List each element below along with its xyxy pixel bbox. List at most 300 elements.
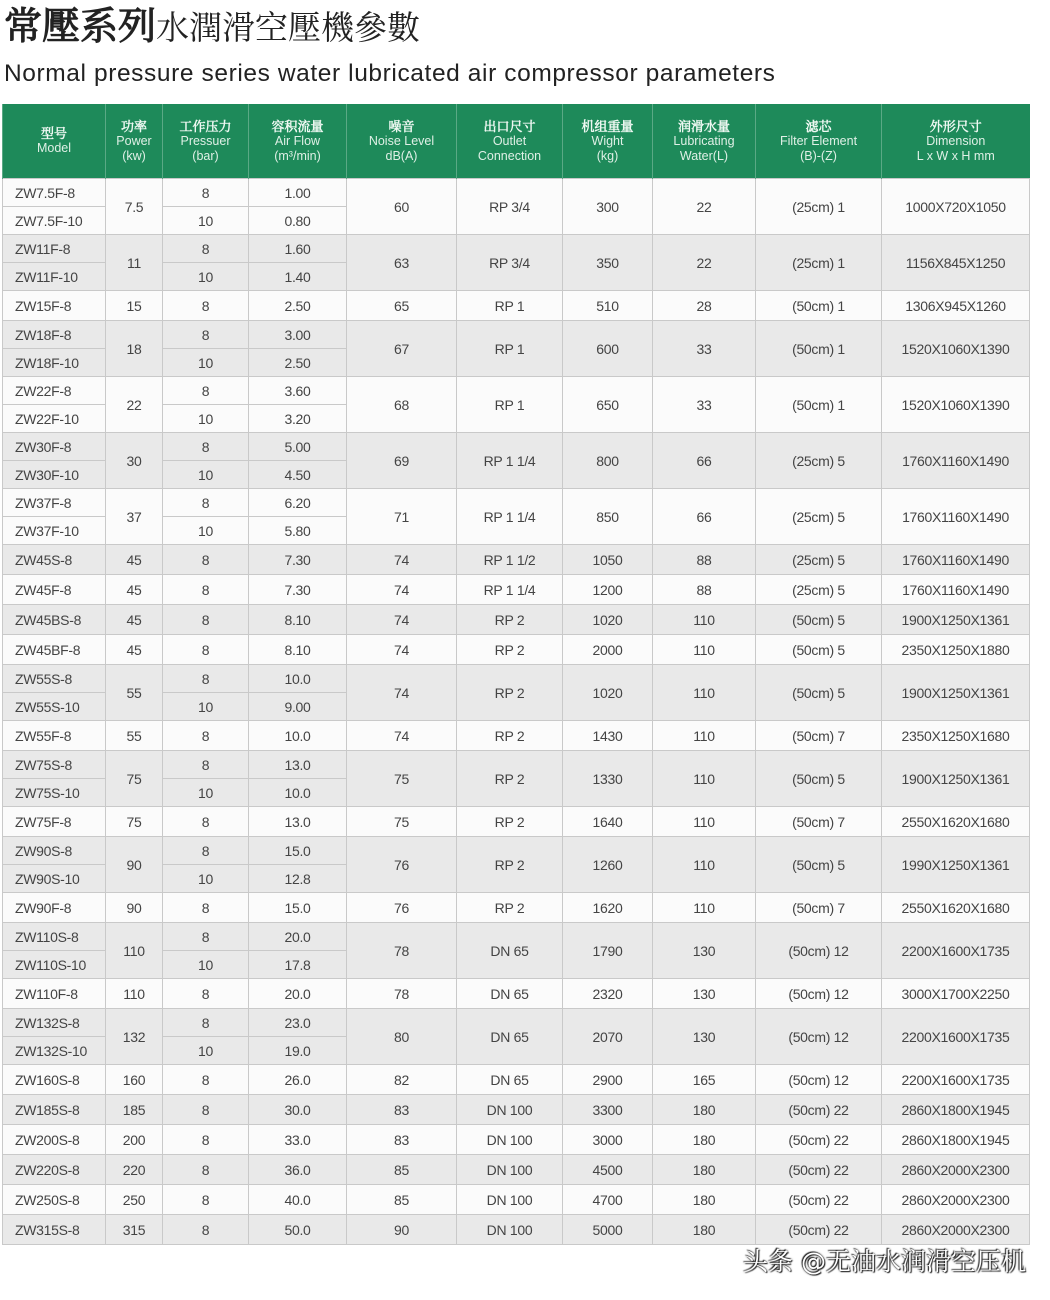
- column-header-en: Model: [36, 141, 72, 155]
- model-cell: ZW110S-8: [3, 923, 106, 951]
- model-cell: ZW22F-10: [3, 405, 106, 433]
- column-header-en: Connection: [477, 148, 542, 163]
- pressure-cell: 10: [163, 405, 249, 433]
- outlet-cell: RP 1 1/4: [457, 433, 563, 489]
- noise-cell: 76: [347, 837, 457, 893]
- airflow-cell: 8.10: [249, 635, 347, 665]
- dimension-cell: 1520X1060X1390: [882, 321, 1030, 377]
- power-cell: 7.5: [106, 179, 163, 235]
- model-cell: ZW30F-10: [3, 461, 106, 489]
- noise-cell: 71: [347, 489, 457, 545]
- weight-cell: 300: [563, 179, 653, 235]
- weight-cell: 1790: [563, 923, 653, 979]
- filter-cell: (25cm) 5: [756, 489, 882, 545]
- watermark: 头条 @无油水润滑空压机: [743, 1247, 1026, 1276]
- power-cell: 200: [106, 1125, 163, 1155]
- noise-cell: 74: [347, 605, 457, 635]
- outlet-cell: RP 3/4: [457, 235, 563, 291]
- table-row: [3, 721, 1030, 751]
- noise-cell: 74: [347, 665, 457, 721]
- model-cell: ZW7.5F-8: [3, 179, 106, 207]
- noise-cell: 74: [347, 545, 457, 575]
- pressure-cell: 8: [163, 721, 249, 751]
- model-cell: ZW132S-8: [3, 1009, 106, 1037]
- airflow-cell: 5.00: [249, 433, 347, 461]
- filter-cell: (25cm) 5: [756, 433, 882, 489]
- pressure-cell: 8: [163, 1155, 249, 1185]
- pressure-cell: 8: [163, 665, 249, 693]
- page-subtitle: Normal pressure series water lubricated air compressor parameters: [4, 60, 776, 87]
- dimension-cell: 1760X1160X1490: [882, 575, 1030, 605]
- power-cell: 110: [106, 923, 163, 979]
- water-cell: 180: [653, 1215, 756, 1245]
- column-header-en: Water(L): [679, 148, 729, 163]
- column-header: [756, 104, 882, 179]
- noise-cell: 76: [347, 893, 457, 923]
- power-cell: 75: [106, 807, 163, 837]
- model-cell: ZW110F-8: [3, 979, 106, 1009]
- noise-cell: 83: [347, 1095, 457, 1125]
- airflow-cell: 8.10: [249, 605, 347, 635]
- pressure-cell: 8: [163, 1065, 249, 1095]
- filter-cell: (50cm) 22: [756, 1185, 882, 1215]
- title-light: 水潤滑空壓機參數: [156, 8, 421, 47]
- table-row: [3, 235, 1030, 263]
- outlet-cell: DN 100: [457, 1155, 563, 1185]
- pressure-cell: 10: [163, 951, 249, 979]
- column-header-cn: 机组重量: [581, 118, 634, 134]
- column-header-en: L x W x H mm: [916, 148, 995, 163]
- table-row: [3, 1065, 1030, 1095]
- dimension-cell: 2550X1620X1680: [882, 893, 1030, 923]
- water-cell: 110: [653, 635, 756, 665]
- model-cell: ZW90S-10: [3, 865, 106, 893]
- airflow-cell: 20.0: [249, 979, 347, 1009]
- table-row: [3, 1155, 1030, 1185]
- column-header-en: Filter Element: [779, 133, 858, 148]
- airflow-cell: 10.0: [249, 665, 347, 693]
- airflow-cell: 33.0: [249, 1125, 347, 1155]
- model-cell: ZW22F-8: [3, 377, 106, 405]
- outlet-cell: DN 65: [457, 923, 563, 979]
- table-row: [3, 433, 1030, 461]
- weight-cell: 1330: [563, 751, 653, 807]
- power-cell: 220: [106, 1155, 163, 1185]
- filter-cell: (50cm) 5: [756, 665, 882, 721]
- table-row: [3, 635, 1030, 665]
- power-cell: 45: [106, 545, 163, 575]
- filter-cell: (50cm) 7: [756, 893, 882, 923]
- filter-cell: (25cm) 1: [756, 179, 882, 235]
- power-cell: 55: [106, 665, 163, 721]
- outlet-cell: RP 2: [457, 893, 563, 923]
- pressure-cell: 10: [163, 207, 249, 235]
- filter-cell: (50cm) 1: [756, 321, 882, 377]
- model-cell: ZW220S-8: [3, 1155, 106, 1185]
- pressure-cell: 8: [163, 893, 249, 923]
- outlet-cell: DN 65: [457, 1009, 563, 1065]
- column-header-en: (m³/min): [274, 148, 321, 163]
- airflow-cell: 4.50: [249, 461, 347, 489]
- outlet-cell: RP 3/4: [457, 179, 563, 235]
- pressure-cell: 8: [163, 635, 249, 665]
- weight-cell: 1430: [563, 721, 653, 751]
- airflow-cell: 10.0: [249, 779, 347, 807]
- water-cell: 130: [653, 979, 756, 1009]
- dimension-cell: 2200X1600X1735: [882, 1065, 1030, 1095]
- noise-cell: 80: [347, 1009, 457, 1065]
- column-header: [347, 104, 457, 179]
- outlet-cell: RP 2: [457, 665, 563, 721]
- noise-cell: 85: [347, 1155, 457, 1185]
- water-cell: 180: [653, 1125, 756, 1155]
- column-header-cn: 噪音: [388, 118, 415, 134]
- noise-cell: 67: [347, 321, 457, 377]
- dimension-cell: 2860X1800X1945: [882, 1125, 1030, 1155]
- model-cell: ZW18F-8: [3, 321, 106, 349]
- power-cell: 45: [106, 605, 163, 635]
- filter-cell: (50cm) 22: [756, 1155, 882, 1185]
- water-cell: 22: [653, 235, 756, 291]
- water-cell: 110: [653, 837, 756, 893]
- airflow-cell: 17.8: [249, 951, 347, 979]
- power-cell: 90: [106, 837, 163, 893]
- filter-cell: (50cm) 7: [756, 807, 882, 837]
- dimension-cell: 1000X720X1050: [882, 179, 1030, 235]
- table-row: [3, 1215, 1030, 1245]
- outlet-cell: DN 65: [457, 979, 563, 1009]
- column-header-cn: 滤芯: [805, 118, 832, 134]
- table-row: [3, 923, 1030, 951]
- noise-cell: 78: [347, 923, 457, 979]
- outlet-cell: RP 2: [457, 837, 563, 893]
- column-header-en: Air Flow: [274, 133, 321, 148]
- column-header-en: Lubricating: [673, 133, 735, 148]
- noise-cell: 63: [347, 235, 457, 291]
- outlet-cell: RP 1: [457, 377, 563, 433]
- power-cell: 45: [106, 575, 163, 605]
- filter-cell: (50cm) 22: [756, 1215, 882, 1245]
- power-cell: 18: [106, 321, 163, 377]
- power-cell: 22: [106, 377, 163, 433]
- pressure-cell: 10: [163, 693, 249, 721]
- weight-cell: 600: [563, 321, 653, 377]
- filter-cell: (50cm) 5: [756, 751, 882, 807]
- column-header-en: (kg): [596, 148, 619, 163]
- pressure-cell: 10: [163, 779, 249, 807]
- power-cell: 11: [106, 235, 163, 291]
- table-row: [3, 489, 1030, 517]
- airflow-cell: 13.0: [249, 751, 347, 779]
- airflow-cell: 1.60: [249, 235, 347, 263]
- table-row: [3, 893, 1030, 923]
- airflow-cell: 40.0: [249, 1185, 347, 1215]
- column-header-en: (bar): [192, 148, 219, 163]
- noise-cell: 74: [347, 635, 457, 665]
- pressure-cell: 8: [163, 1009, 249, 1037]
- airflow-cell: 30.0: [249, 1095, 347, 1125]
- model-cell: ZW110S-10: [3, 951, 106, 979]
- table-row: [3, 1185, 1030, 1215]
- table-row: [3, 979, 1030, 1009]
- noise-cell: 75: [347, 751, 457, 807]
- power-cell: 55: [106, 721, 163, 751]
- column-header: [653, 104, 756, 179]
- outlet-cell: DN 100: [457, 1095, 563, 1125]
- table-row: [3, 321, 1030, 349]
- column-header-en: Outlet: [492, 133, 527, 148]
- table-row: [3, 1095, 1030, 1125]
- column-header-cn: 功率: [120, 118, 147, 134]
- filter-cell: (50cm) 7: [756, 721, 882, 751]
- pressure-cell: 8: [163, 235, 249, 263]
- weight-cell: 510: [563, 291, 653, 321]
- pressure-cell: 8: [163, 575, 249, 605]
- pressure-cell: 8: [163, 321, 249, 349]
- title-bold: 常壓系列: [4, 4, 157, 48]
- dimension-cell: 2860X1800X1945: [882, 1095, 1030, 1125]
- pressure-cell: 8: [163, 923, 249, 951]
- outlet-cell: RP 1 1/4: [457, 575, 563, 605]
- water-cell: 33: [653, 321, 756, 377]
- table-row: [3, 545, 1030, 575]
- column-header-cn: 容积流量: [271, 118, 324, 134]
- dimension-cell: 1760X1160X1490: [882, 433, 1030, 489]
- model-cell: ZW30F-8: [3, 433, 106, 461]
- water-cell: 110: [653, 751, 756, 807]
- model-cell: ZW200S-8: [3, 1125, 106, 1155]
- weight-cell: 2070: [563, 1009, 653, 1065]
- table-row: [3, 605, 1030, 635]
- power-cell: 132: [106, 1009, 163, 1065]
- table-row: [3, 1009, 1030, 1037]
- noise-cell: 68: [347, 377, 457, 433]
- model-cell: ZW55S-10: [3, 693, 106, 721]
- water-cell: 165: [653, 1065, 756, 1095]
- table-row: [3, 575, 1030, 605]
- weight-cell: 1640: [563, 807, 653, 837]
- model-cell: ZW55F-8: [3, 721, 106, 751]
- dimension-cell: 1760X1160X1490: [882, 489, 1030, 545]
- airflow-cell: 1.40: [249, 263, 347, 291]
- filter-cell: (50cm) 5: [756, 635, 882, 665]
- outlet-cell: DN 100: [457, 1215, 563, 1245]
- table-row: [3, 1125, 1030, 1155]
- table-header-row: [3, 104, 1030, 179]
- filter-cell: (50cm) 12: [756, 979, 882, 1009]
- model-cell: ZW75S-8: [3, 751, 106, 779]
- pressure-cell: 10: [163, 461, 249, 489]
- weight-cell: 4500: [563, 1155, 653, 1185]
- column-header-cn: 出口尺寸: [483, 118, 536, 134]
- water-cell: 110: [653, 807, 756, 837]
- outlet-cell: RP 2: [457, 605, 563, 635]
- noise-cell: 65: [347, 291, 457, 321]
- table-row: [3, 665, 1030, 693]
- column-header: [3, 104, 106, 179]
- column-header: [882, 104, 1030, 179]
- dimension-cell: 1990X1250X1361: [882, 837, 1030, 893]
- noise-cell: 74: [347, 721, 457, 751]
- column-header-en: (kw): [122, 148, 146, 163]
- airflow-cell: 2.50: [249, 349, 347, 377]
- pressure-cell: 8: [163, 1215, 249, 1245]
- water-cell: 88: [653, 545, 756, 575]
- model-cell: ZW90F-8: [3, 893, 106, 923]
- weight-cell: 3000: [563, 1125, 653, 1155]
- noise-cell: 85: [347, 1185, 457, 1215]
- water-cell: 110: [653, 665, 756, 721]
- airflow-cell: 10.0: [249, 721, 347, 751]
- outlet-cell: DN 65: [457, 1065, 563, 1095]
- pressure-cell: 8: [163, 545, 249, 575]
- filter-cell: (50cm) 1: [756, 291, 882, 321]
- model-cell: ZW37F-10: [3, 517, 106, 545]
- pressure-cell: 8: [163, 1185, 249, 1215]
- weight-cell: 800: [563, 433, 653, 489]
- column-header-en: Pressuer: [180, 133, 231, 148]
- filter-cell: (50cm) 1: [756, 377, 882, 433]
- pressure-cell: 8: [163, 807, 249, 837]
- airflow-cell: 7.30: [249, 575, 347, 605]
- airflow-cell: 15.0: [249, 893, 347, 923]
- pressure-cell: 10: [163, 263, 249, 291]
- power-cell: 90: [106, 893, 163, 923]
- column-header: [563, 104, 653, 179]
- model-cell: ZW75S-10: [3, 779, 106, 807]
- column-header-cn: 型号: [40, 126, 67, 141]
- noise-cell: 90: [347, 1215, 457, 1245]
- airflow-cell: 23.0: [249, 1009, 347, 1037]
- column-header-en: Noise Level: [368, 133, 435, 148]
- airflow-cell: 6.20: [249, 489, 347, 517]
- airflow-cell: 12.8: [249, 865, 347, 893]
- pressure-cell: 8: [163, 1095, 249, 1125]
- water-cell: 110: [653, 893, 756, 923]
- water-cell: 33: [653, 377, 756, 433]
- airflow-cell: 9.00: [249, 693, 347, 721]
- column-header-en: Power: [116, 133, 152, 148]
- airflow-cell: 15.0: [249, 837, 347, 865]
- airflow-cell: 50.0: [249, 1215, 347, 1245]
- model-cell: ZW11F-8: [3, 235, 106, 263]
- filter-cell: (50cm) 22: [756, 1125, 882, 1155]
- weight-cell: 1260: [563, 837, 653, 893]
- water-cell: 130: [653, 1009, 756, 1065]
- power-cell: 250: [106, 1185, 163, 1215]
- model-cell: ZW45F-8: [3, 575, 106, 605]
- model-cell: ZW15F-8: [3, 291, 106, 321]
- column-header: [457, 104, 563, 179]
- pressure-cell: 10: [163, 865, 249, 893]
- filter-cell: (50cm) 12: [756, 923, 882, 979]
- airflow-cell: 13.0: [249, 807, 347, 837]
- filter-cell: (50cm) 5: [756, 837, 882, 893]
- dimension-cell: 1900X1250X1361: [882, 665, 1030, 721]
- column-header: [249, 104, 347, 179]
- dimension-cell: 1520X1060X1390: [882, 377, 1030, 433]
- model-cell: ZW90S-8: [3, 837, 106, 865]
- column-header-en: dB(A): [385, 148, 418, 163]
- filter-cell: (25cm) 1: [756, 235, 882, 291]
- power-cell: 185: [106, 1095, 163, 1125]
- table-row: [3, 179, 1030, 207]
- model-cell: ZW45BS-8: [3, 605, 106, 635]
- weight-cell: 1620: [563, 893, 653, 923]
- column-header-en: Wight: [591, 133, 624, 148]
- dimension-cell: 2200X1600X1735: [882, 923, 1030, 979]
- noise-cell: 74: [347, 575, 457, 605]
- noise-cell: 78: [347, 979, 457, 1009]
- weight-cell: 850: [563, 489, 653, 545]
- pressure-cell: 10: [163, 349, 249, 377]
- table-row: [3, 837, 1030, 865]
- model-cell: ZW55S-8: [3, 665, 106, 693]
- power-cell: 110: [106, 979, 163, 1009]
- weight-cell: 1020: [563, 665, 653, 721]
- model-cell: ZW160S-8: [3, 1065, 106, 1095]
- dimension-cell: 2860X2000X2300: [882, 1185, 1030, 1215]
- weight-cell: 650: [563, 377, 653, 433]
- airflow-cell: 36.0: [249, 1155, 347, 1185]
- water-cell: 180: [653, 1185, 756, 1215]
- column-header-cn: 外形尺寸: [929, 118, 982, 134]
- dimension-cell: 1306X945X1260: [882, 291, 1030, 321]
- weight-cell: 2320: [563, 979, 653, 1009]
- water-cell: 110: [653, 721, 756, 751]
- weight-cell: 1020: [563, 605, 653, 635]
- airflow-cell: 3.20: [249, 405, 347, 433]
- table-row: [3, 807, 1030, 837]
- model-cell: ZW75F-8: [3, 807, 106, 837]
- filter-cell: (50cm) 22: [756, 1095, 882, 1125]
- column-header-cn: 润滑水量: [677, 118, 730, 134]
- weight-cell: 1050: [563, 545, 653, 575]
- power-cell: 160: [106, 1065, 163, 1095]
- dimension-cell: 2200X1600X1735: [882, 1009, 1030, 1065]
- weight-cell: 2900: [563, 1065, 653, 1095]
- outlet-cell: RP 1: [457, 321, 563, 377]
- model-cell: ZW11F-10: [3, 263, 106, 291]
- outlet-cell: RP 1 1/4: [457, 489, 563, 545]
- model-cell: ZW37F-8: [3, 489, 106, 517]
- column-header: [163, 104, 249, 179]
- dimension-cell: 2550X1620X1680: [882, 807, 1030, 837]
- table-row: [3, 377, 1030, 405]
- filter-cell: (50cm) 5: [756, 605, 882, 635]
- filter-cell: (25cm) 5: [756, 545, 882, 575]
- dimension-cell: 1900X1250X1361: [882, 605, 1030, 635]
- water-cell: 110: [653, 605, 756, 635]
- dimension-cell: 2860X2000X2300: [882, 1215, 1030, 1245]
- noise-cell: 60: [347, 179, 457, 235]
- parameters-table: [2, 104, 1030, 1245]
- dimension-cell: 1900X1250X1361: [882, 751, 1030, 807]
- airflow-cell: 2.50: [249, 291, 347, 321]
- table-row: [3, 291, 1030, 321]
- power-cell: 75: [106, 751, 163, 807]
- weight-cell: 5000: [563, 1215, 653, 1245]
- pressure-cell: 8: [163, 433, 249, 461]
- noise-cell: 75: [347, 807, 457, 837]
- model-cell: ZW250S-8: [3, 1185, 106, 1215]
- water-cell: 66: [653, 489, 756, 545]
- dimension-cell: 2350X1250X1880: [882, 635, 1030, 665]
- outlet-cell: DN 100: [457, 1125, 563, 1155]
- pressure-cell: 8: [163, 489, 249, 517]
- pressure-cell: 8: [163, 291, 249, 321]
- pressure-cell: 10: [163, 517, 249, 545]
